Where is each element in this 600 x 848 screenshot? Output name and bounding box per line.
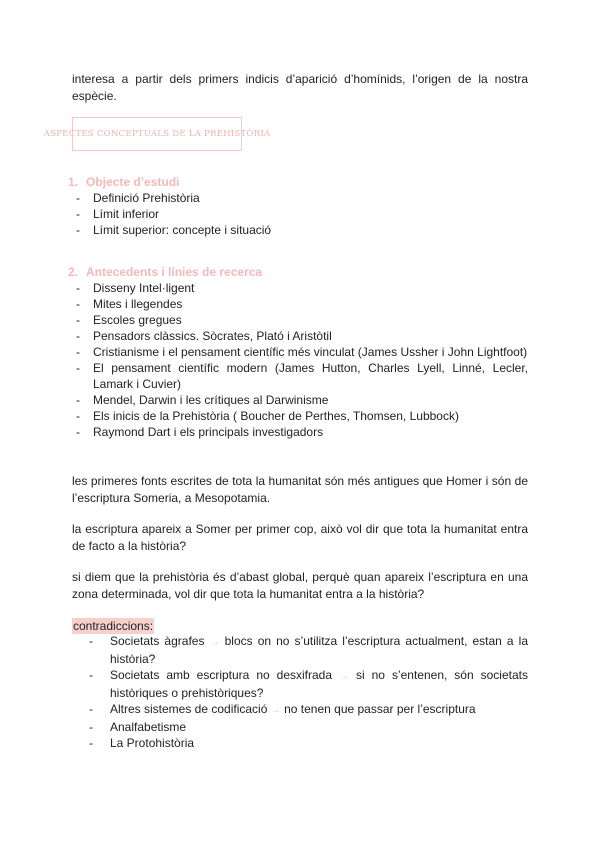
list-item: - Disseny Intel·ligent — [76, 280, 528, 296]
paragraph-escriptura-somer: la escriptura apareix a Somer per primer cop, això vol dir que tota la humanitat entra de facto a la història? — [72, 522, 528, 553]
intro-paragraph: interesa a partir dels primers indicis d’aparició d’homínids, l’origen de la nostra espècie. — [72, 72, 528, 103]
item-detail: no tenen que passar per l’escriptura — [284, 702, 476, 716]
list-item: - Límit inferior — [76, 206, 528, 222]
section-title-box — [43, 117, 271, 151]
antecedents-list — [76, 280, 528, 440]
item-term: Societats amb escriptura no desxifrada — [110, 668, 333, 682]
contradiccions-list — [89, 633, 528, 751]
list-item: - Escoles gregues — [76, 312, 528, 328]
list-item: - Raymond Dart i els principals investigadors — [76, 424, 528, 440]
list-item: - Cristianisme i el pensament científic més vinculat (James Ussher i John Lightfoot) — [76, 344, 528, 360]
item-detail: si no s’entenen, són societats històriques o prehistòriques? — [110, 668, 528, 700]
list-item: - Mites i llegendes — [76, 296, 528, 312]
item-term: Altres sistemes de codificació — [110, 702, 268, 716]
item-term: Societats àgrafes — [110, 634, 205, 648]
list-item: - Límit superior: concepte i situació — [76, 222, 528, 238]
contradiccions-label: contradiccions: — [73, 619, 154, 633]
list-item: - Els inicis de la Prehistòria ( Boucher de Perthes, Thomsen, Lubbock) — [76, 408, 528, 424]
list-item — [89, 719, 528, 735]
list-item: - El pensament científic modern (James Hutton, Charles Lyell, Linné, Lecler, Lamark i Cuvier) — [76, 360, 528, 392]
arrow-icon: → — [339, 671, 349, 682]
heading-number: 2. — [68, 265, 79, 279]
item-term: La Protohistòria — [110, 736, 195, 750]
heading-number: 1. — [68, 175, 79, 189]
paragraph-abast-global: si diem que la prehistòria és d’abast global, perquè quan apareix l’escriptura en una zona determinada, vol dir que tota la humanitat entra a la història? — [72, 570, 528, 601]
list-item — [89, 735, 528, 751]
section-title: ASPECTES CONCEPTUALS DE LA PREHISTÒRIA — [43, 129, 271, 139]
list-item: - Mendel, Darwin i les crítiques al Darwinisme — [76, 392, 528, 408]
heading-label: Objecte d’estudi — [86, 175, 180, 189]
list-item: - Definició Prehistòria — [76, 190, 528, 206]
heading-label: Antecedents i línies de recerca — [86, 265, 263, 279]
item-term: Analfabetisme — [110, 720, 187, 734]
objecte-estudi-list — [76, 190, 528, 238]
paragraph-fonts-escrites: les primeres fonts escrites de tota la humanitat són més antigues que Homer i són de l’escriptura Someria, a Mesopotamia. — [72, 474, 528, 505]
heading-objecte-estudi — [68, 174, 179, 190]
arrow-icon: → — [270, 705, 281, 716]
list-item — [89, 701, 528, 719]
arrow-icon: → — [209, 637, 220, 648]
list-item — [89, 633, 528, 667]
list-item: - Pensadors clàssics. Sòcrates, Plató i Aristòtil — [76, 328, 528, 344]
item-detail: blocs on no s’utilitza l’escriptura actualment, estan a la història? — [110, 634, 529, 666]
list-item — [89, 667, 528, 701]
heading-antecedents — [68, 264, 262, 280]
